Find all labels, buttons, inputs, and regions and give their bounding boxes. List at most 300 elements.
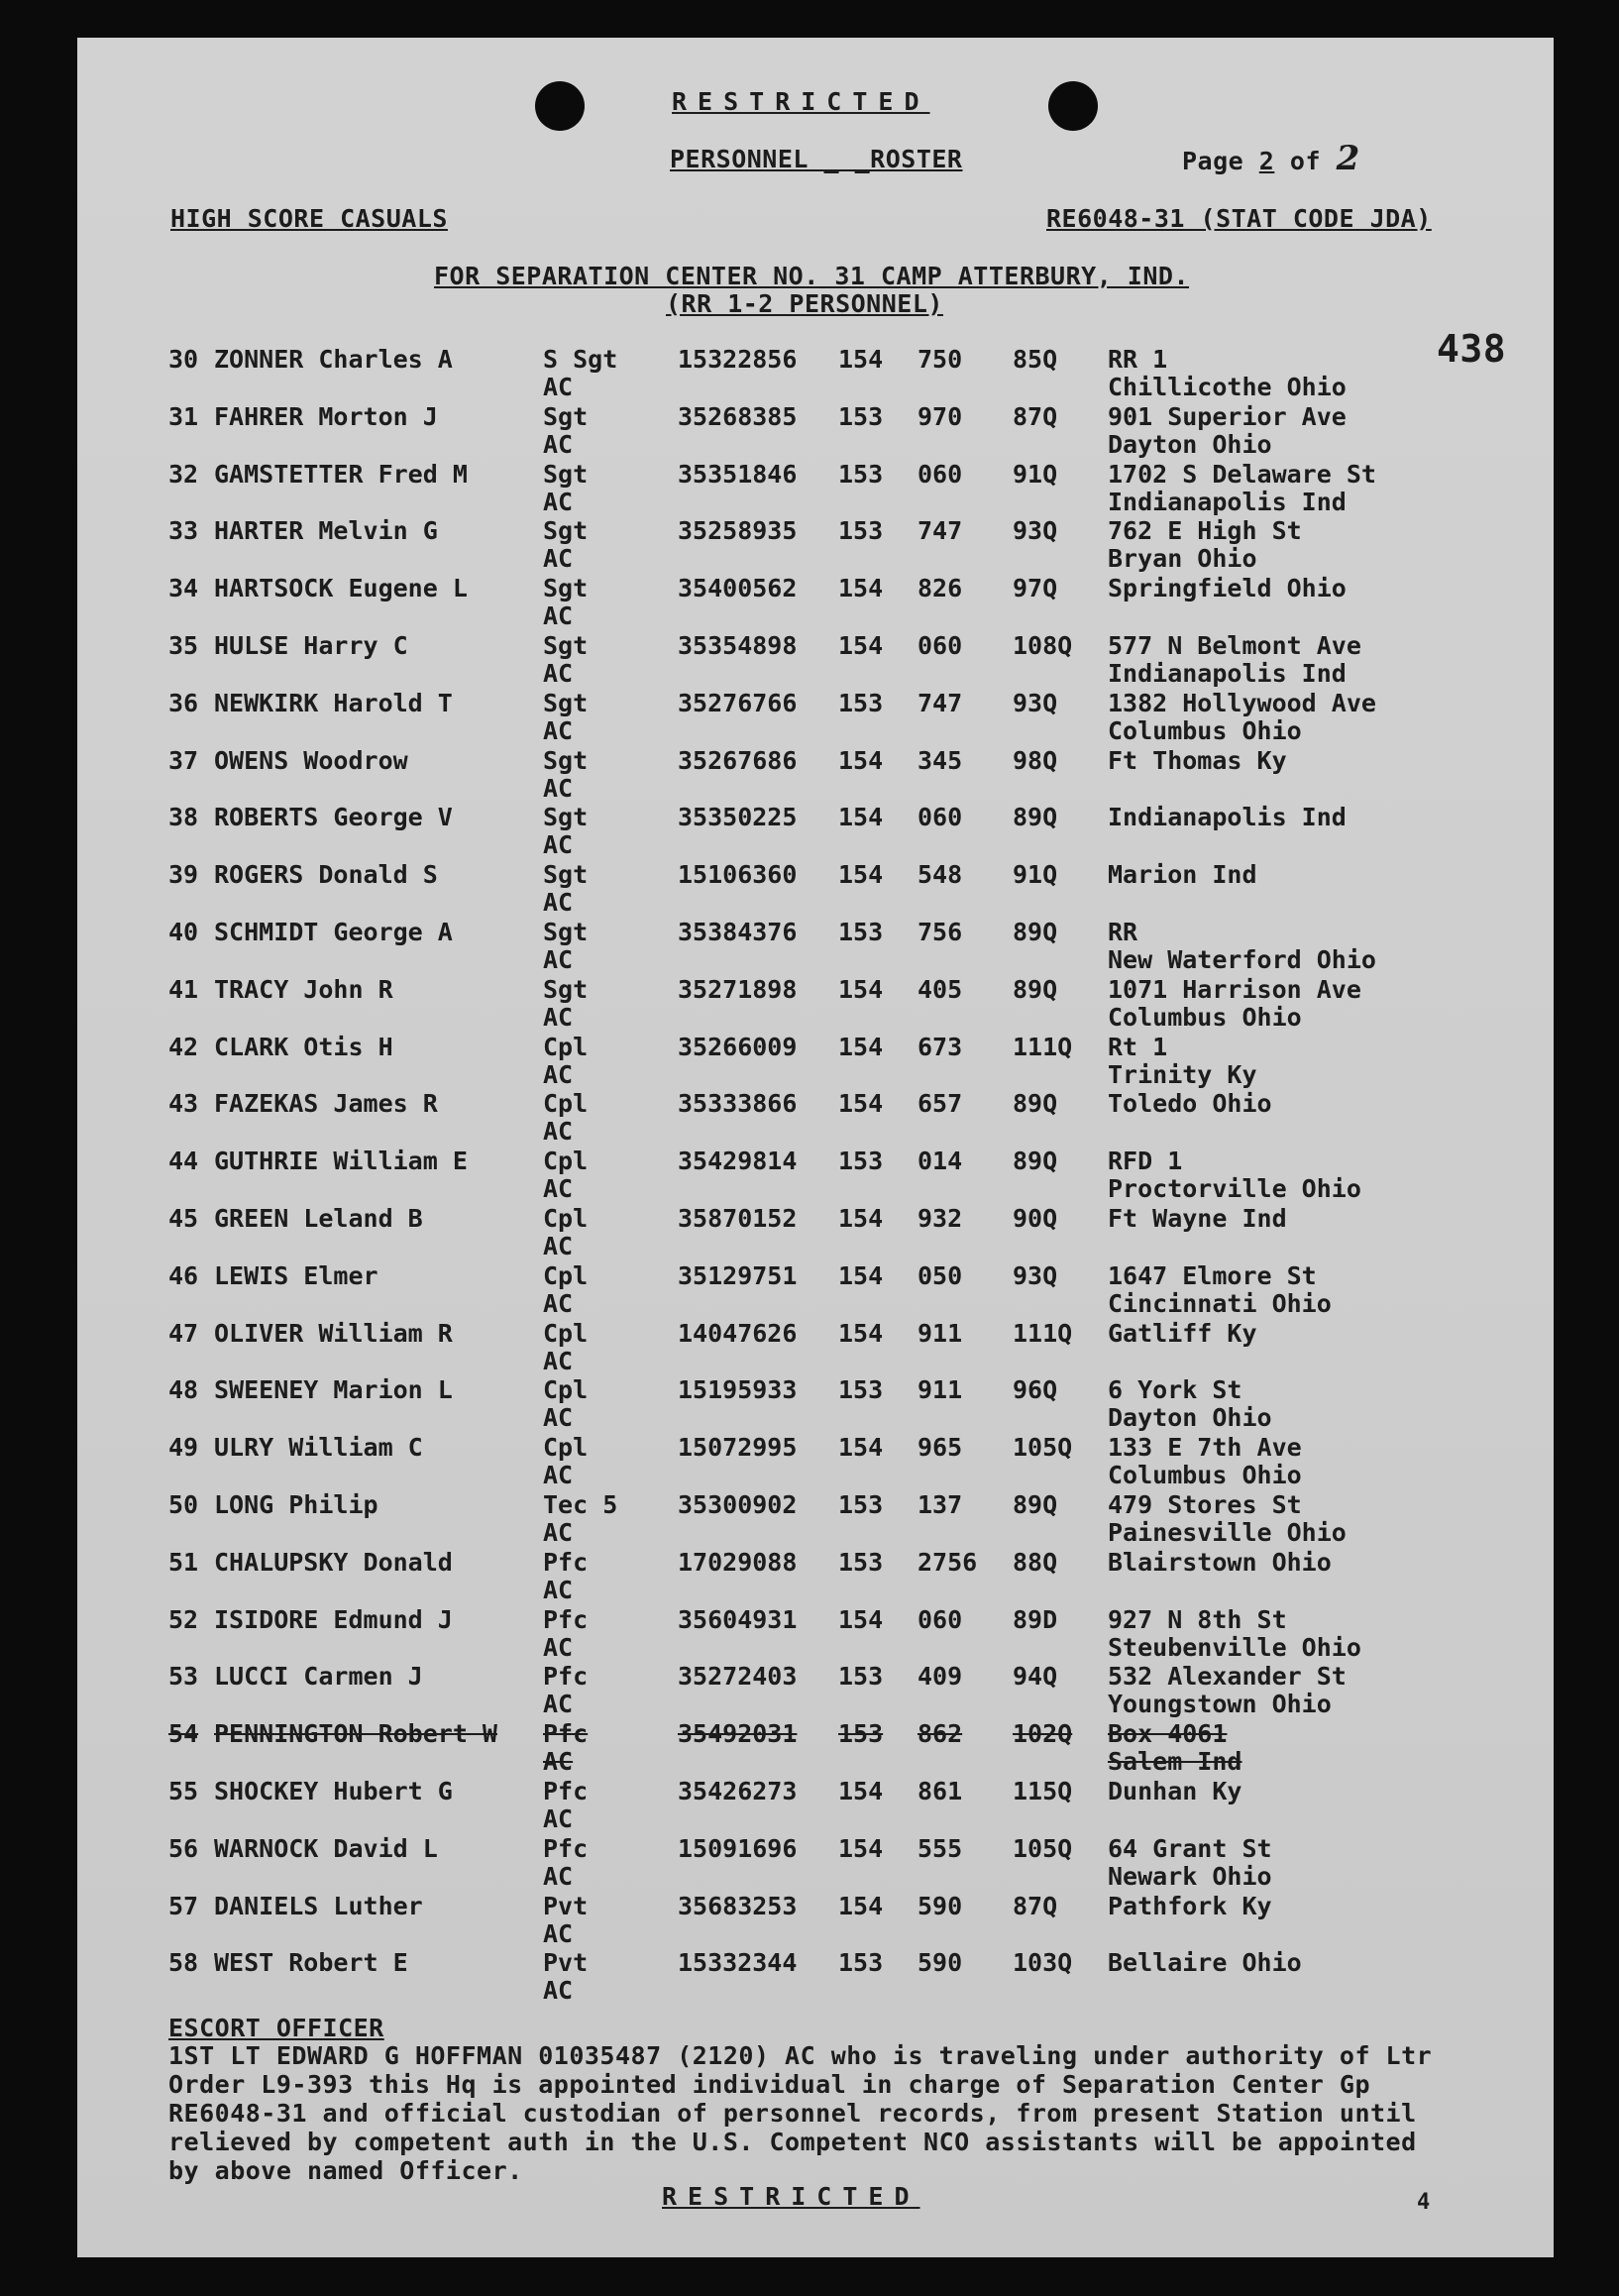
roster-no: 41 — [168, 974, 199, 1004]
roster-c2: 050 — [917, 1260, 963, 1290]
roster-score: 93Q — [1013, 516, 1058, 546]
roster-c1: 153 — [838, 1719, 884, 1749]
roster-score: 90Q — [1013, 1204, 1058, 1233]
roster-score: 102Q — [1013, 1719, 1073, 1749]
roster-row — [77, 1204, 1554, 1261]
roster-c2: 060 — [917, 803, 963, 832]
roster-name: TRACY John R — [214, 974, 393, 1004]
roster-name: OWENS Woodrow — [214, 745, 408, 775]
roster-no: 49 — [168, 1433, 199, 1463]
roster-no: 53 — [168, 1662, 199, 1692]
roster-c1: 153 — [838, 1147, 884, 1176]
roster-addr1: Springfield Ohio — [1108, 574, 1347, 603]
roster-row — [77, 402, 1554, 460]
roster-no: 34 — [168, 574, 199, 603]
roster-score: 89Q — [1013, 1147, 1058, 1176]
roster-rank: Tec 5 — [543, 1490, 618, 1519]
roster-c2: 405 — [917, 974, 963, 1004]
roster-addr2: Painesville Ohio — [1108, 1518, 1347, 1547]
roster-score: 85Q — [1013, 345, 1058, 374]
roster-serial: 35683253 — [678, 1891, 798, 1920]
roster-branch: AC — [543, 1804, 574, 1833]
roster-name: GAMSTETTER Fred M — [214, 459, 468, 489]
roster-name: DANIELS Luther — [214, 1891, 423, 1920]
roster-name: HARTSOCK Eugene L — [214, 574, 468, 603]
roster-row — [77, 1719, 1554, 1777]
roster-rank: Sgt — [543, 745, 589, 775]
roster-addr1: 762 E High St — [1108, 516, 1302, 546]
roster-addr1: 927 N 8th St — [1108, 1604, 1287, 1634]
roster-addr2: Dayton Ohio — [1108, 429, 1272, 459]
punch-hole-right — [1048, 81, 1098, 131]
roster-rank: Cpl — [543, 1260, 589, 1290]
roster-addr2: Columbus Ohio — [1108, 1461, 1302, 1490]
roster-c2: 548 — [917, 860, 963, 890]
roster-addr1: Pathfork Ky — [1108, 1891, 1272, 1920]
roster-score: 108Q — [1013, 631, 1073, 660]
roster-score: 97Q — [1013, 574, 1058, 603]
roster-c1: 153 — [838, 459, 884, 489]
roster-name: WEST Robert E — [214, 1948, 408, 1978]
roster-addr2: Youngstown Ohio — [1108, 1690, 1332, 1719]
roster-branch: AC — [543, 487, 574, 516]
roster-name: NEWKIRK Harold T — [214, 688, 453, 717]
roster-addr1: Blairstown Ohio — [1108, 1547, 1332, 1577]
roster-c1: 153 — [838, 1490, 884, 1519]
roster-serial: 14047626 — [678, 1318, 798, 1348]
roster-c2: 060 — [917, 459, 963, 489]
roster-branch: AC — [543, 1575, 574, 1604]
roster-no: 56 — [168, 1833, 199, 1863]
roster-no: 48 — [168, 1375, 199, 1405]
roster-branch: AC — [543, 888, 574, 918]
roster-serial: 35258935 — [678, 516, 798, 546]
roster-no: 38 — [168, 803, 199, 832]
roster-addr1: Ft Thomas Ky — [1108, 745, 1287, 775]
roster-row — [77, 1662, 1554, 1719]
roster-c2: 2756 — [917, 1547, 978, 1577]
roster-score: 91Q — [1013, 459, 1058, 489]
roster-rank: Sgt — [543, 631, 589, 660]
roster-row — [77, 574, 1554, 631]
roster-branch: AC — [543, 1117, 574, 1147]
roster-name: WARNOCK David L — [214, 1833, 438, 1863]
roster-addr1: RR — [1108, 918, 1138, 946]
roster-c2: 409 — [917, 1662, 963, 1692]
roster-addr1: 532 Alexander St — [1108, 1662, 1347, 1692]
roster-branch: AC — [543, 1690, 574, 1719]
roster-rank: Sgt — [543, 401, 589, 431]
roster-branch: AC — [543, 1059, 574, 1089]
roster-branch: AC — [543, 1346, 574, 1375]
roster-no: 46 — [168, 1260, 199, 1290]
roster-rank: Sgt — [543, 516, 589, 546]
roster-c2: 756 — [917, 918, 963, 946]
roster-row — [77, 1089, 1554, 1147]
roster-c2: 590 — [917, 1948, 963, 1978]
roster-serial: 15072995 — [678, 1433, 798, 1463]
roster-rank: Cpl — [543, 1375, 589, 1405]
roster-row — [77, 516, 1554, 574]
roster-row — [77, 1433, 1554, 1490]
roster-serial: 35870152 — [678, 1204, 798, 1233]
roster-c2: 826 — [917, 574, 963, 603]
roster-c2: 932 — [917, 1204, 963, 1233]
roster-score: 93Q — [1013, 688, 1058, 717]
roster-addr1: 1647 Elmore St — [1108, 1260, 1317, 1290]
roster-score: 111Q — [1013, 1032, 1073, 1061]
roster-c2: 747 — [917, 516, 963, 546]
roster-c2: 673 — [917, 1032, 963, 1061]
roster-score: 91Q — [1013, 860, 1058, 890]
roster-score: 94Q — [1013, 1662, 1058, 1692]
roster-row — [77, 460, 1554, 517]
roster-c2: 555 — [917, 1833, 963, 1863]
roster-addr2: Steubenville Ohio — [1108, 1632, 1361, 1662]
escort-paragraph-line: RE6048-31 and official custodian of personnel records, from present Station until — [168, 2099, 1417, 2128]
page-of-label: of — [1289, 147, 1322, 175]
roster-serial: 15322856 — [678, 345, 798, 374]
roster-addr1: 1071 Harrison Ave — [1108, 974, 1361, 1004]
escort-paragraph-line: by above named Officer. — [168, 2156, 523, 2185]
roster-score: 111Q — [1013, 1318, 1073, 1348]
roster-c2: 911 — [917, 1318, 963, 1348]
roster-c1: 154 — [838, 1833, 884, 1863]
roster-c2: 590 — [917, 1891, 963, 1920]
roster-name: ROGERS Donald S — [214, 860, 438, 890]
roster-score: 87Q — [1013, 1891, 1058, 1920]
roster-branch: AC — [543, 373, 574, 401]
roster-c1: 154 — [838, 1204, 884, 1233]
roster-no: 50 — [168, 1490, 199, 1519]
roster-no: 54 — [168, 1719, 199, 1749]
roster-no: 57 — [168, 1891, 199, 1920]
roster-score: 93Q — [1013, 1260, 1058, 1290]
roster-no: 51 — [168, 1547, 199, 1577]
roster-serial: 35271898 — [678, 974, 798, 1004]
roster-score: 96Q — [1013, 1375, 1058, 1405]
roster-no: 39 — [168, 860, 199, 890]
roster-serial: 35268385 — [678, 401, 798, 431]
escort-paragraph-line: relieved by competent auth in the U.S. Competent NCO assistants will be appointed — [168, 2128, 1417, 2156]
roster-addr1: Dunhan Ky — [1108, 1777, 1242, 1805]
roster-addr1: Bellaire Ohio — [1108, 1948, 1302, 1978]
roster-c1: 153 — [838, 1547, 884, 1577]
page-total: 2 — [1336, 139, 1360, 178]
roster-no: 33 — [168, 516, 199, 546]
roster-name: GUTHRIE William E — [214, 1147, 468, 1176]
roster-score: 89Q — [1013, 974, 1058, 1004]
roster-row — [77, 1892, 1554, 1949]
roster-serial: 35350225 — [678, 803, 798, 832]
roster-c1: 154 — [838, 745, 884, 775]
roster-c1: 153 — [838, 918, 884, 946]
roster-c2: 970 — [917, 401, 963, 431]
roster-rank: Cpl — [543, 1318, 589, 1348]
stamp-number: 438 — [1437, 327, 1507, 371]
escort-paragraph-line: Order L9-393 this Hq is appointed individual in charge of Separation Center Gp — [168, 2070, 1370, 2099]
roster-row — [77, 1490, 1554, 1548]
roster-row — [77, 631, 1554, 689]
roster-serial: 15332344 — [678, 1948, 798, 1978]
roster-c2: 657 — [917, 1089, 963, 1119]
roster-score: 115Q — [1013, 1777, 1073, 1805]
roster-rank: Pfc — [543, 1833, 589, 1863]
roster-serial: 17029088 — [678, 1547, 798, 1577]
roster-rank: Sgt — [543, 974, 589, 1004]
roster-c2: 861 — [917, 1777, 963, 1805]
roster-serial: 35400562 — [678, 574, 798, 603]
roster-name: FAZEKAS James R — [214, 1089, 438, 1119]
roster-name: ISIDORE Edmund J — [214, 1604, 453, 1634]
roster-branch: AC — [543, 1976, 574, 2006]
roster-name: CLARK Otis H — [214, 1032, 393, 1061]
roster-branch: AC — [543, 830, 574, 860]
roster-c2: 911 — [917, 1375, 963, 1405]
roster-c2: 750 — [917, 345, 963, 374]
roster-score: 103Q — [1013, 1948, 1073, 1978]
roster-serial: 35429814 — [678, 1147, 798, 1176]
roster-no: 52 — [168, 1604, 199, 1634]
roster-row — [77, 918, 1554, 975]
roster-serial: 35351846 — [678, 459, 798, 489]
roster-c1: 154 — [838, 803, 884, 832]
roster-serial: 35267686 — [678, 745, 798, 775]
roster-addr1: Rt 1 — [1108, 1032, 1168, 1061]
roster-row — [77, 803, 1554, 860]
roster-no: 45 — [168, 1204, 199, 1233]
roster-c2: 747 — [917, 688, 963, 717]
roster-name: ULRY William C — [214, 1433, 423, 1463]
roster-row — [77, 1261, 1554, 1319]
roster-no: 44 — [168, 1147, 199, 1176]
roster-addr2: Trinity Ky — [1108, 1059, 1257, 1089]
roster-branch: AC — [543, 1918, 574, 1948]
roster-addr2: Indianapolis Ind — [1108, 487, 1347, 516]
roster-serial: 35492031 — [678, 1719, 798, 1749]
roster-no: 47 — [168, 1318, 199, 1348]
roster-branch: AC — [543, 1002, 574, 1032]
roster-c1: 154 — [838, 345, 884, 374]
roster-c1: 154 — [838, 1604, 884, 1634]
roster-row — [77, 689, 1554, 746]
roster-branch: AC — [543, 544, 574, 574]
roster-rank: Sgt — [543, 459, 589, 489]
roster-addr1: 133 E 7th Ave — [1108, 1433, 1302, 1463]
roster-rank: Cpl — [543, 1032, 589, 1061]
punch-hole-left — [535, 81, 585, 131]
roster-addr1: RFD 1 — [1108, 1147, 1183, 1176]
roster-row — [77, 345, 1554, 402]
roster-addr2: Cincinnati Ohio — [1108, 1288, 1332, 1318]
roster-branch: AC — [543, 715, 574, 745]
roster-branch: AC — [543, 1461, 574, 1490]
roster-addr2: Newark Ohio — [1108, 1861, 1272, 1891]
roster-name: SCHMIDT George A — [214, 918, 453, 946]
roster-name: ROBERTS George V — [214, 803, 453, 832]
restricted-footer: RESTRICTED — [662, 2182, 920, 2211]
roster-serial: 15091696 — [678, 1833, 798, 1863]
roster-row — [77, 1319, 1554, 1376]
restricted-header: RESTRICTED — [672, 87, 930, 116]
roster-name: SHOCKEY Hubert G — [214, 1777, 453, 1805]
roster-addr2: Columbus Ohio — [1108, 715, 1302, 745]
roster-score: 105Q — [1013, 1833, 1073, 1863]
roster-serial: 35300902 — [678, 1490, 798, 1519]
roster-addr1: 64 Grant St — [1108, 1833, 1272, 1863]
roster-addr1: Box 4061 — [1108, 1719, 1228, 1749]
roster-branch: AC — [543, 1747, 574, 1777]
roster-c2: 060 — [917, 1604, 963, 1634]
roster-c2: 014 — [917, 1147, 963, 1176]
roster-c1: 154 — [838, 860, 884, 890]
roster-c1: 153 — [838, 1375, 884, 1405]
roster-c2: 965 — [917, 1433, 963, 1463]
roster-addr2: Salem Ind — [1108, 1747, 1242, 1777]
roster-addr1: Indianapolis Ind — [1108, 803, 1347, 832]
roster-rank: Sgt — [543, 860, 589, 890]
roster-rank: Pfc — [543, 1604, 589, 1634]
roster-row — [77, 860, 1554, 918]
roster-score: 105Q — [1013, 1433, 1073, 1463]
roster-addr2: Indianapolis Ind — [1108, 659, 1347, 688]
roster-serial: 35604931 — [678, 1604, 798, 1634]
roster-no: 35 — [168, 631, 199, 660]
roster-no: 42 — [168, 1032, 199, 1061]
roster-branch: AC — [543, 773, 574, 803]
roster-c1: 153 — [838, 1662, 884, 1692]
roster-serial: 35426273 — [678, 1777, 798, 1805]
roster-c1: 154 — [838, 1032, 884, 1061]
roster-score: 89Q — [1013, 918, 1058, 946]
roster-name: FAHRER Morton J — [214, 401, 438, 431]
roster-addr2: Dayton Ohio — [1108, 1403, 1272, 1433]
roster-no: 31 — [168, 401, 199, 431]
roster-row — [77, 1834, 1554, 1892]
roster-no: 40 — [168, 918, 199, 946]
roster-score: 89Q — [1013, 1089, 1058, 1119]
roster-branch: AC — [543, 1518, 574, 1547]
roster-branch: AC — [543, 1232, 574, 1260]
roster-name: HULSE Harry C — [214, 631, 408, 660]
roster-serial: 35276766 — [678, 688, 798, 717]
roster-rank: Cpl — [543, 1089, 589, 1119]
roster-name: GREEN Leland B — [214, 1204, 423, 1233]
roster-c1: 154 — [838, 1260, 884, 1290]
group-code: RE6048-31 (STAT CODE JDA) — [1046, 204, 1432, 233]
roster-row — [77, 746, 1554, 804]
roster-c2: 862 — [917, 1719, 963, 1749]
roster-row — [77, 1605, 1554, 1663]
roster-name: LONG Philip — [214, 1490, 378, 1519]
roster-addr1: Toledo Ohio — [1108, 1089, 1272, 1119]
roster-branch: AC — [543, 1174, 574, 1204]
roster-branch: AC — [543, 945, 574, 974]
roster-name: HARTER Melvin G — [214, 516, 438, 546]
roster-rank: Sgt — [543, 803, 589, 832]
roster-row — [77, 1948, 1554, 2006]
roster-rank: Pfc — [543, 1547, 589, 1577]
roster-addr1: RR 1 — [1108, 345, 1168, 374]
roster-no: 43 — [168, 1089, 199, 1119]
roster-serial: 15195933 — [678, 1375, 798, 1405]
roster-rank: Sgt — [543, 574, 589, 603]
roster-score: 89D — [1013, 1604, 1058, 1634]
roster-rank: Pvt — [543, 1948, 589, 1978]
roster-c1: 153 — [838, 401, 884, 431]
roster-row — [77, 1548, 1554, 1605]
roster-no: 37 — [168, 745, 199, 775]
roster-score: 89Q — [1013, 803, 1058, 832]
roster-score: 89Q — [1013, 1490, 1058, 1519]
roster-rank: S Sgt — [543, 345, 618, 374]
roster-no: 58 — [168, 1948, 199, 1978]
roster-name: LUCCI Carmen J — [214, 1662, 423, 1692]
roster-score: 87Q — [1013, 401, 1058, 431]
roster-rank: Cpl — [543, 1147, 589, 1176]
roster-c2: 345 — [917, 745, 963, 775]
corner-mark: 4 — [1417, 2190, 1431, 2215]
roster-row — [77, 1033, 1554, 1090]
roster-addr2: Proctorville Ohio — [1108, 1174, 1361, 1204]
roster-c1: 153 — [838, 1948, 884, 1978]
roster-serial: 35333866 — [678, 1089, 798, 1119]
roster-row — [77, 1147, 1554, 1204]
roster-row — [77, 1777, 1554, 1834]
roster-serial: 35354898 — [678, 631, 798, 660]
roster-no: 30 — [168, 345, 199, 374]
roster-table — [77, 345, 1554, 2020]
page-label: Page — [1182, 147, 1244, 175]
roster-c1: 154 — [838, 1089, 884, 1119]
roster-addr1: 1382 Hollywood Ave — [1108, 688, 1376, 717]
roster-name: OLIVER William R — [214, 1318, 453, 1348]
roster-branch: AC — [543, 429, 574, 459]
roster-serial: 35272403 — [678, 1662, 798, 1692]
roster-no: 32 — [168, 459, 199, 489]
roster-score: 98Q — [1013, 745, 1058, 775]
roster-serial: 35384376 — [678, 918, 798, 946]
roster-c1: 154 — [838, 1777, 884, 1805]
roster-branch: AC — [543, 659, 574, 688]
roster-addr1: 479 Stores St — [1108, 1490, 1302, 1519]
personnel-type-line: (RR 1-2 PERSONNEL) — [666, 289, 943, 318]
roster-addr2: New Waterford Ohio — [1108, 945, 1376, 974]
roster-serial: 35266009 — [678, 1032, 798, 1061]
roster-addr1: 6 York St — [1108, 1375, 1242, 1405]
page-indicator — [1182, 139, 1360, 178]
roster-rank: Cpl — [543, 1204, 589, 1233]
roster-name: SWEENEY Marion L — [214, 1375, 453, 1405]
roster-rank: Sgt — [543, 688, 589, 717]
roster-c1: 153 — [838, 688, 884, 717]
roster-rank: Pfc — [543, 1777, 589, 1805]
roster-branch: AC — [543, 1632, 574, 1662]
roster-addr1: 901 Superior Ave — [1108, 401, 1347, 431]
roster-score: 88Q — [1013, 1547, 1058, 1577]
roster-serial: 35129751 — [678, 1260, 798, 1290]
roster-rank: Sgt — [543, 918, 589, 946]
roster-branch: AC — [543, 601, 574, 631]
roster-c1: 154 — [838, 974, 884, 1004]
roster-addr1: Ft Wayne Ind — [1108, 1204, 1287, 1233]
roster-addr1: Gatliff Ky — [1108, 1318, 1257, 1348]
roster-addr1: Marion Ind — [1108, 860, 1257, 890]
roster-rank: Pfc — [543, 1662, 589, 1692]
roster-rank: Pvt — [543, 1891, 589, 1920]
escort-paragraph-line: 1ST LT EDWARD G HOFFMAN 01035487 (2120) AC who is traveling under authority of Ltr — [168, 2041, 1433, 2070]
page-number: 2 — [1258, 147, 1275, 175]
